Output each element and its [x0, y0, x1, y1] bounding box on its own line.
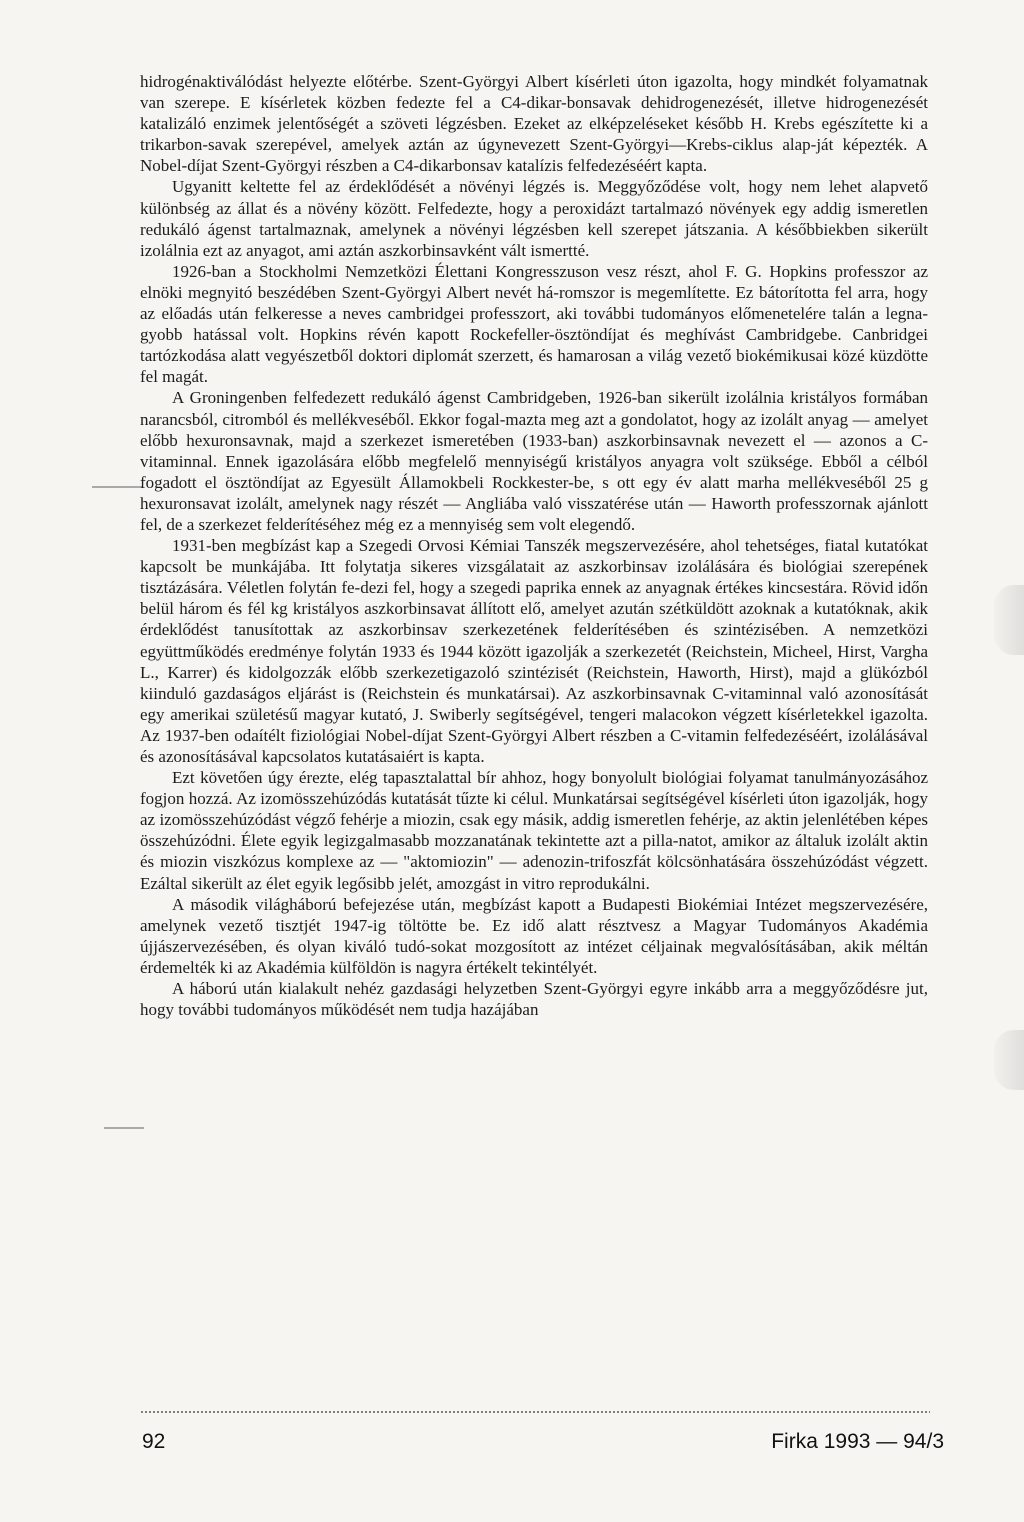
journal-issue: Firka 1993 — 94/3 [771, 1430, 944, 1453]
scan-edge-shadow [994, 1030, 1024, 1090]
scan-edge-shadow [994, 585, 1024, 655]
paragraph: Ugyanitt keltette fel az érdeklődését a növényi légzés is. Meggyőződése volt, hogy nem lehet alapvető különbség az állat és a növény között. Felfedezte, hogy a peroxidázt tartalmazó növények egy addig ismeretlen redukáló ágenst tartalmaznak, amelynek a növényi légzésben kell szerepet játszania. A későbbiekben sikerült izolálnia ezt az anyagot, ami aztán aszkorbinsavként vált ismertté. [140, 177, 928, 260]
footer-divider [140, 1410, 930, 1415]
paragraph: 1931-ben megbízást kap a Szegedi Orvosi Kémiai Tanszék megszervezésére, ahol tehetséges, fiatal kutatókat kapcsolt be munkájába. Itt folytatja sikeres vizsgálatait az aszkorbinsav izolálására és biológiai szerepének tisztázására. Véletlen folytán fe-dezi fel, hogy a szegedi paprika ennek az anyagnak értékes kincsestára. Rövid időn belül három és fél kg kristályos aszkorbinsavat állított elő, amelyet azután szétküldött azoknak a kutatóknak, akik érdeklődést tanusítottak az aszkorbinsav szerkezetének felderítésében és szintézisében. A nemzetközi együttműködés eredménye folytán 1933 és 1944 között igazolják a szerkezetét (Reichstein, Micheel, Hirst, Vargha L., Karrer) és kidolgozzák előbb szerkezetigazoló szintézisét (Reichstein, Haworth, Hirst), majd a glükózból kiinduló gazdaságos eljárást is (Reichstein és munkatársai). Az aszkorbinsavnak C-vitaminnal való azonosítását egy amerikai születésű magyar kutató, J. Swiberly segítségével, tengeri malacokon végzett kísérletekkel igazolta. Az 1937-ben odaítélt fiziológiai Nobel-díjat Szent-Györgyi Albert részben a C-vitamin felfedezéséért, izolálásával és azonosításával kapcsolatos kutatásaiért is kapta. [140, 536, 928, 766]
paragraph: 1926-ban a Stockholmi Nemzetközi Élettani Kongresszuson vesz részt, ahol F. G. Hopkins professzor az elnöki megnyitó beszédében Szent-Györgyi Albert nevét há-romszor is megemlítette. Ez bátorította fel arra, hogy az előadás után felkeresse a neves cambridgei professzort, aki további tudományos előmenetelére talán a legna-gyobb hatással volt. Hopkins révén kapott Rockefeller-ösztöndíjat és meghívást Cambridgebe. Canbridgei tartózkodása alatt vegyészetből doktori diplomát szerzett, és hamarosan a világ vezető biokémikusai közé küzdötte fel magát. [140, 261, 928, 387]
paragraph: Ezt követően úgy érezte, elég tapasztalattal bír ahhoz, hogy bonyolult biológiai folyamat tanulmányozásához fogjon hozzá. Az izomösszehúzódás kutatását tűzte ki célul. Munkatársai segítségével kísérleti úton igazolják, hogy az izomösszehúzódást végző fehérje a miozin, csak egy másik, addig ismeretlen fehérje, az aktin jelenlétében képes összehúzódni. Élete egyik legizgalmasabb mozzanatának tekintette azt a pilla-natot, amikor az általuk izolált aktin és miozin viszkózus komplexe az — "aktomiozin" — adenozin-trifoszfát kölcsönhatására összehúzódást végzett. Ezáltal sikerült az élet egyik legősibb jelét, amozgást in vitro reprodukálni. [140, 768, 928, 893]
margin-pencil-mark [92, 486, 142, 488]
margin-pencil-mark [104, 1127, 144, 1129]
page-number: 92 [142, 1430, 166, 1453]
paragraph: hidrogénaktiválódást helyezte előtérbe. Szent-Györgyi Albert kísérleti úton igazolta, hogy mindkét folyamatnak van szerepe. E kísérletek közben fedezte fel a C4-dikar-bonsavak dehidrogenezését, illetve hidrogenezését katalizáló enzimek jelentőségét a szöveti légzésben. Ezeket az elképzeléseket később H. Krebs egészítette ki a trikarbon-savak szerepével, amelyek aztán az úgynevezett Szent-Györgyi—Krebs-ciklus alap-ját képezték. A Nobel-díjat Szent-Györgyi részben a C4-dikarbonsav katalízis felfedezéséért kapta. [140, 72, 928, 176]
paragraph: A háború után kialakult nehéz gazdasági helyzetben Szent-Györgyi egyre inkább arra a meggyőződésre jut, hogy további tudományos működését nem tudja hazájában [140, 979, 928, 1020]
paragraph: A második világháború befejezése után, megbízást kapott a Budapesti Biokémiai Intézet megszervezésére, amelynek vezető tisztjét 1947-ig töltötte be. Ez idő alatt résztvesz a Magyar Tudományos Akadémia újjászervezésében, és olyan kiváló tudó-sokat mozgosított az intézet céljainak megvalósításában, akik méltán érdemelték ki az Akadémia külföldön is nagyra értékelt tekintélyét. [140, 894, 928, 977]
article-body [140, 71, 928, 1020]
paragraph: A Groningenben felfedezett redukáló ágenst Cambridgeben, 1926-ban sikerült izolálnia kristályos formában narancsból, citromból és mellékveséből. Ekkor fogal-mazta meg azt a gondolatot, hogy az izolált anyag — amelyet előbb hexuronsavnak, majd a szerkezet ismeretében (1933-ban) aszkorbinsavnak nevezett el — azonos a C-vitaminnal. Ennek igazolására előbb megfelelő mennyiségű kristályos anyagra volt szüksége. Ebből a célból fogadott el ösztöndíjat az Egyesült Államokbeli Rockkester-be, s ott egy év alatt marha mellékveséből 25 g hexuronsavat izolált, amelynek nagy részét — Angliába való visszatérése után — Haworth professzornak ajánlott fel, de a szerkezet felderítéséhez még ez a mennyiség sem volt elegendő. [140, 388, 928, 534]
